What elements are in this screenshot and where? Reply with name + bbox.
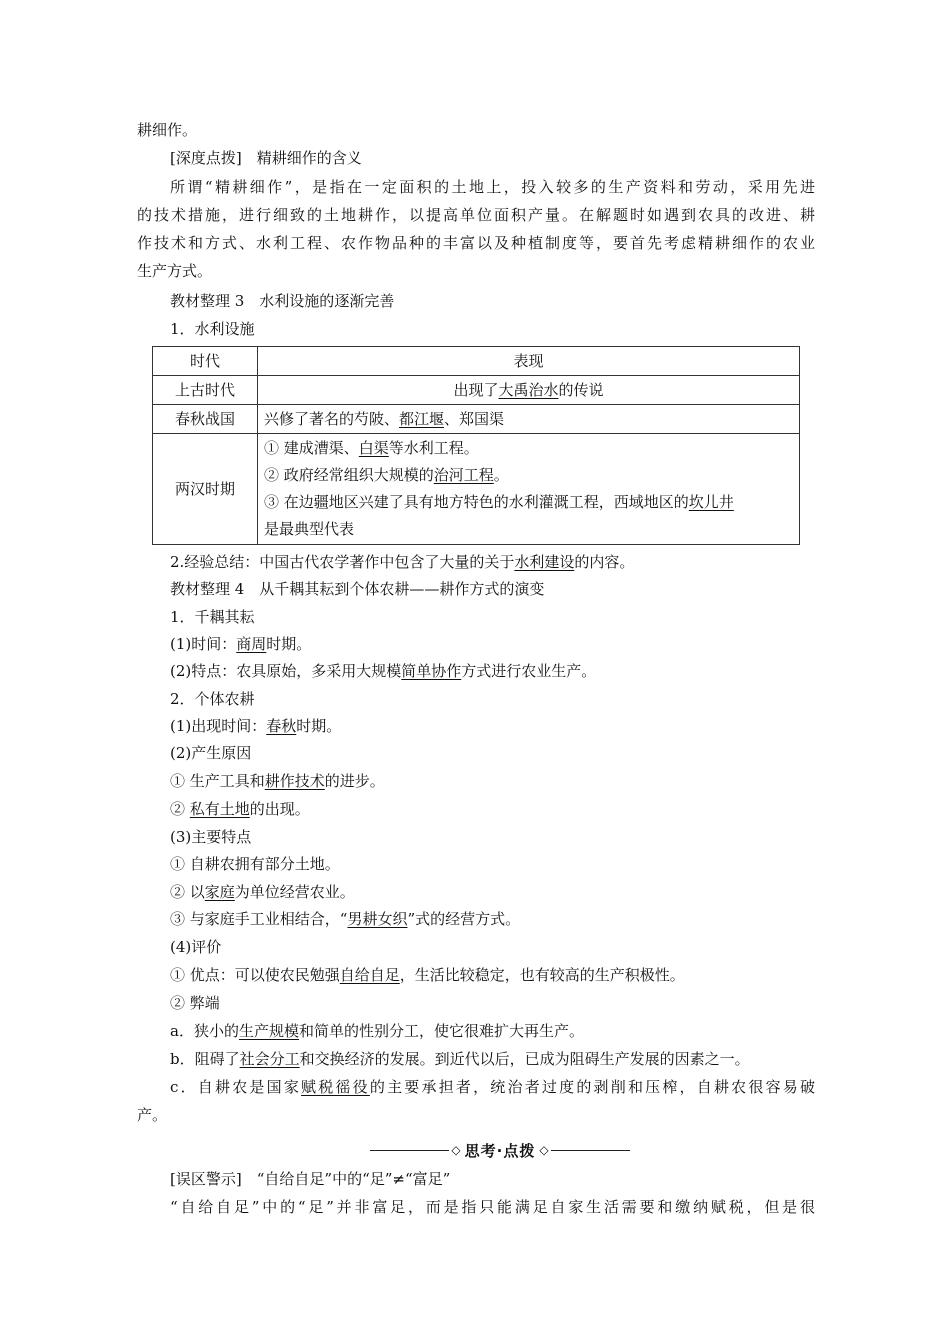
section-divider xyxy=(370,1138,630,1162)
text-line: 2.经验总结：中国古代农学著作中包含了大量的关于水利建设的内容。 xyxy=(170,553,635,571)
table-row xyxy=(153,405,800,434)
blank-answer: 坎儿井 xyxy=(688,493,734,511)
detail-cell: 兴修了著名的芍陂、都江堰、郑国渠 xyxy=(258,405,800,434)
era-cell: 两汉时期 xyxy=(153,434,258,545)
diamond-icon: ◇ xyxy=(451,1143,461,1157)
blank-answer: 私有土地 xyxy=(189,800,250,818)
water-facilities-table xyxy=(152,346,800,545)
section-heading: 教材整理 4 从千耦其耘到个体农耕——耕作方式的演变 xyxy=(170,580,545,598)
warning-tag: [误区警示] xyxy=(170,1170,242,1188)
text-line: c．自耕农是国家赋税徭役的主要承担者，统治者过度的剥削和压榨，自耕农很容易破 xyxy=(170,1078,815,1096)
detail-cell: ① 建成漕渠、白渠等水利工程。 ② 政府经常组织大规模的治河工程。 ③ 在边疆地区兴建了具有地方特色的水利灌溉工程，西域地区的坎儿井 是最典型代表 xyxy=(258,434,800,545)
text-line: a．狭小的生产规模和简单的性别分工，使它很难扩大再生产。 xyxy=(170,1022,584,1040)
blank-answer: 家庭 xyxy=(204,883,235,901)
diamond-icon: ◇ xyxy=(539,1143,549,1157)
text-line: ① 生产工具和耕作技术的进步。 xyxy=(170,772,385,790)
blank-answer: 社会分工 xyxy=(239,1050,300,1068)
section-heading: 教材整理 3 水利设施的逐渐完善 xyxy=(170,292,395,310)
text-line: (2)产生原因 xyxy=(170,744,252,762)
text-line: ① 优点：可以使农民勉强自给自足，生活比较稳定，也有较高的生产积极性。 xyxy=(170,966,685,984)
blank-answer: 商周 xyxy=(236,635,267,653)
blank-answer: 水利建设 xyxy=(514,553,575,571)
table-row xyxy=(153,376,800,405)
blank-answer: 简单协作 xyxy=(401,662,462,680)
text-line: 耕细作。 xyxy=(137,121,198,139)
blank-answer: 治河工程 xyxy=(433,466,494,484)
text-line: ③ 与家庭手工业相结合，“男耕女织”式的经营方式。 xyxy=(170,910,521,928)
blank-answer: 男耕女织 xyxy=(347,910,408,928)
text-line: ② 私有土地的出现。 xyxy=(170,800,310,818)
text-line: (1)出现时间：春秋时期。 xyxy=(170,717,342,735)
warning-title: “自给自足”中的“足”≠“富足” xyxy=(256,1170,451,1188)
blank-answer: 生产规模 xyxy=(238,1022,299,1040)
subsection-heading: 1．千耦其耘 xyxy=(170,608,255,626)
table-header-cell: 表现 xyxy=(258,347,800,376)
blank-answer: 大禹治水 xyxy=(498,381,559,399)
paragraph-line: 的技术措施，进行细致的土地耕作，以提高单位面积产量。在解题时如遇到农具的改进、耕 xyxy=(137,206,815,224)
text-line: (2)特点：农具原始，多采用大规模简单协作方式进行农业生产。 xyxy=(170,662,597,680)
text-line: ① 自耕农拥有部分土地。 xyxy=(170,855,340,873)
table-header-cell: 时代 xyxy=(153,347,258,376)
divider-rule xyxy=(551,1150,630,1151)
blank-answer: 春秋 xyxy=(266,717,297,735)
era-cell: 春秋战国 xyxy=(153,405,258,434)
deep-tip-tag: [深度点拨] xyxy=(170,149,242,167)
text-line: (3)主要特点 xyxy=(170,828,252,846)
table-header-row xyxy=(153,347,800,376)
deep-tip-title: 精耕细作的含义 xyxy=(256,149,362,167)
text-line: (4)评价 xyxy=(170,938,222,956)
text-line: b．阻碍了社会分工和交换经济的发展。到近代以后，已成为阻碍生产发展的因素之一。 xyxy=(170,1050,750,1068)
blank-answer: 赋税徭役 xyxy=(301,1078,370,1096)
subsection-heading: 2．个体农耕 xyxy=(170,690,255,708)
divider-rule xyxy=(370,1150,449,1151)
blank-answer: 耕作技术 xyxy=(264,772,325,790)
table-row xyxy=(153,434,800,545)
text-line: ② 弊端 xyxy=(170,994,220,1012)
paragraph-line: 作技术和方式、水利工程、农作物品种的丰富以及种植制度等，要首先考虑精耕细作的农业 xyxy=(137,234,815,252)
text-line: ② 以家庭为单位经营农业。 xyxy=(170,883,355,901)
deep-tip-heading xyxy=(170,145,362,172)
subsection-heading: 1．水利设施 xyxy=(170,320,255,338)
text-line: (1)时间：商周时期。 xyxy=(170,635,312,653)
paragraph-line: 所谓“精耕细作”，是指在一定面积的土地上，投入较多的生产资料和劳动，采用先进 xyxy=(170,178,815,196)
divider-title: 思考·点拨 xyxy=(464,1141,536,1160)
text-line: 产。 xyxy=(137,1106,168,1124)
blank-answer: 自给自足 xyxy=(339,966,400,984)
blank-answer: 白渠 xyxy=(358,439,389,457)
text-line: “自给自足”中的“足”并非富足，而是指只能满足自家生活需要和缴纳赋税，但是很 xyxy=(170,1198,815,1216)
warning-heading xyxy=(170,1166,450,1193)
detail-cell: 出现了大禹治水的传说 xyxy=(258,376,800,405)
paragraph-line: 生产方式。 xyxy=(137,262,213,280)
blank-answer: 都江堰 xyxy=(399,410,445,428)
era-cell: 上古时代 xyxy=(153,376,258,405)
